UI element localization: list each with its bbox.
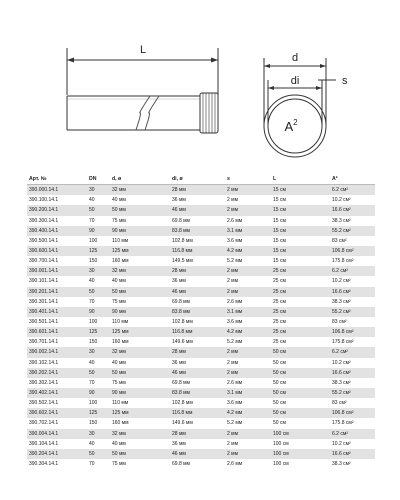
cell-s: 3.6 мм	[227, 318, 243, 325]
cell-l: 100 см	[273, 430, 289, 437]
table-row	[27, 195, 375, 205]
cell-article: 390.301.14.1	[29, 298, 59, 305]
label-d: d	[291, 52, 299, 64]
cell-d: 40 мм	[112, 197, 126, 204]
cell-dn: 90	[89, 227, 95, 234]
table-row	[27, 185, 375, 195]
cell-d: 90 мм	[112, 227, 126, 234]
cell-area: 6.2 см²	[332, 268, 348, 275]
cell-article: 390.101.14.1	[29, 278, 59, 285]
pipe-technical-drawing	[0, 0, 400, 175]
cell-article: 390.601.14.1	[29, 329, 59, 336]
cell-di: 46 мм	[172, 207, 186, 214]
cell-l: 25 см	[273, 298, 286, 305]
cell-dn: 125	[89, 247, 98, 254]
cell-d: 125 мм	[112, 329, 129, 336]
cell-article: 390.402.14.1	[29, 389, 59, 396]
table-row	[27, 327, 375, 337]
cell-dn: 50	[89, 369, 95, 376]
header-s: s	[227, 176, 230, 182]
cell-s: 4.2 мм	[227, 329, 243, 336]
cell-article: 390.100.14.1	[29, 197, 59, 204]
cell-article: 390.004.14.1	[29, 430, 59, 437]
cell-article: 390.302.14.1	[29, 379, 59, 386]
table-row	[27, 226, 375, 236]
table-row	[27, 449, 375, 459]
cell-l: 15 см	[273, 197, 286, 204]
cell-area: 83 см²	[332, 318, 347, 325]
cell-d: 160 мм	[112, 420, 129, 427]
table-row	[27, 408, 375, 418]
cell-s: 3.1 мм	[227, 308, 243, 315]
cell-d: 50 мм	[112, 369, 126, 376]
cell-l: 25 см	[273, 288, 286, 295]
cell-l: 50 см	[273, 369, 286, 376]
cell-area: 10.2 см²	[332, 359, 351, 366]
cell-s: 2 мм	[227, 268, 239, 275]
cell-l: 15 см	[273, 258, 286, 265]
cell-l: 100 см	[273, 460, 289, 467]
cell-d: 75 мм	[112, 460, 126, 467]
cell-l: 50 см	[273, 400, 286, 407]
cell-dn: 150	[89, 258, 98, 265]
cell-s: 2 мм	[227, 207, 239, 214]
cell-d: 110 мм	[112, 400, 129, 407]
cell-di: 83.8 мм	[172, 227, 190, 234]
cell-s: 2 мм	[227, 440, 239, 447]
cell-s: 2.6 мм	[227, 217, 243, 224]
cell-d: 32 мм	[112, 349, 126, 356]
cell-di: 149.6 мм	[172, 420, 193, 427]
cell-area: 55.2 см²	[332, 227, 351, 234]
cell-s: 2 мм	[227, 430, 239, 437]
cell-area: 38.3 см²	[332, 217, 351, 224]
cell-area: 38.3 см²	[332, 379, 351, 386]
cell-s: 4.2 мм	[227, 247, 243, 254]
cell-di: 46 мм	[172, 369, 186, 376]
cell-article: 390.201.14.1	[29, 288, 59, 295]
cell-dn: 30	[89, 187, 95, 194]
cell-s: 5.2 мм	[227, 420, 243, 427]
cell-dn: 100	[89, 400, 98, 407]
cell-dn: 150	[89, 339, 98, 346]
cell-area: 10.2 см²	[332, 197, 351, 204]
cell-article: 390.502.14.1	[29, 400, 59, 407]
cell-d: 160 мм	[112, 339, 129, 346]
table-row	[27, 368, 375, 378]
cell-l: 25 см	[273, 329, 286, 336]
cell-s: 5.2 мм	[227, 258, 243, 265]
cell-dn: 30	[89, 349, 95, 356]
header-article: Арт. №	[29, 176, 47, 182]
arrow-right	[211, 58, 218, 63]
cell-dn: 100	[89, 318, 98, 325]
cell-article: 390.501.14.1	[29, 318, 59, 325]
cell-dn: 90	[89, 389, 95, 396]
cell-s: 2 мм	[227, 197, 239, 204]
cell-l: 50 см	[273, 349, 286, 356]
cell-article: 390.102.14.1	[29, 359, 59, 366]
label-L: L	[139, 44, 147, 56]
cell-s: 3.6 мм	[227, 237, 243, 244]
cell-area: 106.8 см²	[332, 329, 354, 336]
cell-dn: 70	[89, 217, 95, 224]
cell-d: 75 мм	[112, 379, 126, 386]
cell-dn: 30	[89, 268, 95, 275]
cell-d: 40 мм	[112, 440, 126, 447]
cell-l: 50 см	[273, 410, 286, 417]
cell-d: 75 мм	[112, 298, 126, 305]
cell-di: 149.5 мм	[172, 258, 193, 265]
cell-s: 2 мм	[227, 369, 239, 376]
cell-dn: 40	[89, 440, 95, 447]
cell-di: 116.8 мм	[172, 329, 193, 336]
cell-di: 36 мм	[172, 197, 186, 204]
cell-area: 106.8 см²	[332, 410, 354, 417]
cell-di: 116.8 мм	[172, 247, 193, 254]
cell-article: 390.602.14.1	[29, 410, 59, 417]
cell-di: 83.8 мм	[172, 389, 190, 396]
cell-d: 160 мм	[112, 258, 129, 265]
cell-article: 390.000.14.1	[29, 187, 59, 194]
table-header-row	[27, 174, 375, 185]
cell-d: 110 мм	[112, 237, 129, 244]
cell-d: 40 мм	[112, 278, 126, 285]
cell-s: 2 мм	[227, 359, 239, 366]
label-s: s	[342, 75, 348, 87]
cell-article: 390.300.14.1	[29, 217, 59, 224]
cell-d: 90 мм	[112, 308, 126, 315]
table-row	[27, 429, 375, 439]
cell-area: 175.8 см²	[332, 339, 354, 346]
cell-area: 16.6 см²	[332, 207, 351, 214]
cell-di: 28 мм	[172, 349, 186, 356]
cell-dn: 50	[89, 207, 95, 214]
cell-article: 390.401.14.1	[29, 308, 59, 315]
cell-d: 50 мм	[112, 288, 126, 295]
table-row	[27, 418, 375, 428]
cell-l: 15 см	[273, 187, 286, 194]
table-row	[27, 347, 375, 357]
cell-dn: 125	[89, 410, 98, 417]
cell-area: 55.2 см²	[332, 308, 351, 315]
cell-area: 10.2 см²	[332, 440, 351, 447]
cell-d: 75 мм	[112, 217, 126, 224]
label-area: $A^2$	[284, 118, 298, 134]
cell-dn: 90	[89, 308, 95, 315]
cell-article: 390.701.14.1	[29, 339, 59, 346]
pipe-spec-table	[27, 174, 375, 469]
cell-dn: 40	[89, 197, 95, 204]
table-row	[27, 337, 375, 347]
cell-d: 40 мм	[112, 359, 126, 366]
cell-article: 390.202.14.1	[29, 369, 59, 376]
header-d: d, ø	[112, 176, 122, 182]
cell-area: 106.8 см²	[332, 247, 354, 254]
cell-article: 390.104.14.1	[29, 440, 59, 447]
table-row	[27, 287, 375, 297]
cell-di: 69.8 мм	[172, 298, 190, 305]
cell-d: 125 мм	[112, 410, 129, 417]
table-row	[27, 256, 375, 266]
cell-di: 28 мм	[172, 187, 186, 194]
table-row	[27, 236, 375, 246]
cell-l: 25 см	[273, 339, 286, 346]
cell-article: 390.200.14.1	[29, 207, 59, 214]
cell-dn: 30	[89, 430, 95, 437]
table-row	[27, 358, 375, 368]
cell-article: 390.001.14.1	[29, 268, 59, 275]
cell-d: 50 мм	[112, 450, 126, 457]
cell-s: 3.6 мм	[227, 400, 243, 407]
cell-article: 390.700.14.1	[29, 258, 59, 265]
header-di: di, ø	[172, 176, 183, 182]
cell-s: 3.1 мм	[227, 389, 243, 396]
cell-dn: 50	[89, 450, 95, 457]
cell-article: 390.702.14.1	[29, 420, 59, 427]
cell-l: 25 см	[273, 318, 286, 325]
table-row	[27, 246, 375, 256]
table-row	[27, 378, 375, 388]
cell-area: 16.6 см²	[332, 369, 351, 376]
cell-l: 15 см	[273, 247, 286, 254]
cell-l: 100 см	[273, 440, 289, 447]
cell-di: 116.8 мм	[172, 410, 193, 417]
table-row	[27, 266, 375, 276]
cell-di: 69.8 мм	[172, 460, 190, 467]
cell-di: 102.8 мм	[172, 237, 193, 244]
cell-di: 102.8 мм	[172, 400, 193, 407]
cell-l: 50 см	[273, 389, 286, 396]
cell-di: 46 мм	[172, 288, 186, 295]
cell-s: 2 мм	[227, 288, 239, 295]
cell-l: 50 см	[273, 359, 286, 366]
cell-di: 28 мм	[172, 430, 186, 437]
cell-d: 90 мм	[112, 389, 126, 396]
cell-article: 390.204.14.1	[29, 450, 59, 457]
cell-dn: 100	[89, 237, 98, 244]
cell-area: 6.2 см²	[332, 187, 348, 194]
cell-l: 25 см	[273, 278, 286, 285]
header-l: L	[273, 176, 277, 182]
table-row	[27, 297, 375, 307]
cell-d: 32 мм	[112, 430, 126, 437]
cell-area: 175.8 см²	[332, 420, 354, 427]
cell-l: 15 см	[273, 227, 286, 234]
cell-s: 4.2 мм	[227, 410, 243, 417]
cell-l: 100 см	[273, 450, 289, 457]
cell-area: 16.6 см²	[332, 288, 351, 295]
cell-dn: 70	[89, 460, 95, 467]
cell-dn: 70	[89, 379, 95, 386]
cell-d: 50 мм	[112, 207, 126, 214]
cell-dn: 70	[89, 298, 95, 305]
cell-di: 83.8 мм	[172, 308, 190, 315]
cell-di: 46 мм	[172, 450, 186, 457]
cell-di: 36 мм	[172, 440, 186, 447]
table-row	[27, 388, 375, 398]
cell-s: 5.2 мм	[227, 339, 243, 346]
table-row	[27, 398, 375, 408]
cell-area: 55.2 см²	[332, 389, 351, 396]
cell-area: 83 см²	[332, 400, 347, 407]
cell-l: 25 см	[273, 308, 286, 315]
cell-area: 38.3 см²	[332, 298, 351, 305]
cell-dn: 150	[89, 420, 98, 427]
cell-area: 38.3 см²	[332, 460, 351, 467]
table-row	[27, 276, 375, 286]
cell-l: 15 см	[273, 217, 286, 224]
cell-article: 390.600.14.1	[29, 247, 59, 254]
cell-dn: 40	[89, 278, 95, 285]
table-row	[27, 459, 375, 469]
label-di: di	[290, 75, 300, 87]
table-row	[27, 216, 375, 226]
cell-dn: 125	[89, 329, 98, 336]
cell-s: 2 мм	[227, 278, 239, 285]
cell-di: 69.8 мм	[172, 379, 190, 386]
cell-s: 2.6 мм	[227, 379, 243, 386]
table-row	[27, 307, 375, 317]
cell-article: 390.500.14.1	[29, 237, 59, 244]
break-mark-1	[136, 96, 150, 130]
table-row	[27, 205, 375, 215]
header-area: A²	[332, 176, 338, 182]
table-row	[27, 439, 375, 449]
cell-di: 36 мм	[172, 278, 186, 285]
cell-di: 36 мм	[172, 359, 186, 366]
cell-di: 149.6 мм	[172, 339, 193, 346]
cell-article: 390.400.14.1	[29, 227, 59, 234]
cell-l: 15 см	[273, 237, 286, 244]
cell-article: 390.304.14.1	[29, 460, 59, 467]
cell-l: 15 см	[273, 207, 286, 214]
cell-s: 2.6 мм	[227, 460, 243, 467]
cell-s: 2 мм	[227, 187, 239, 194]
cell-l: 50 см	[273, 420, 286, 427]
table-body	[27, 185, 375, 469]
cell-dn: 50	[89, 288, 95, 295]
cell-area: 175.8 см²	[332, 258, 354, 265]
cell-s: 2 мм	[227, 450, 239, 457]
cell-area: 6.2 см²	[332, 430, 348, 437]
cell-dn: 40	[89, 359, 95, 366]
cell-di: 28 мм	[172, 268, 186, 275]
cell-article: 390.002.14.1	[29, 349, 59, 356]
cell-s: 2 мм	[227, 349, 239, 356]
cell-d: 125 мм	[112, 247, 129, 254]
cell-l: 25 см	[273, 268, 286, 275]
cell-area: 16.6 см²	[332, 450, 351, 457]
cell-s: 3.1 мм	[227, 227, 243, 234]
cell-di: 69.8 мм	[172, 217, 190, 224]
arrow-left	[67, 58, 74, 63]
cell-s: 2.6 мм	[227, 298, 243, 305]
cell-l: 50 см	[273, 379, 286, 386]
cell-area: 10.2 см²	[332, 278, 351, 285]
cell-area: 6.2 см²	[332, 349, 348, 356]
cell-d: 32 мм	[112, 268, 126, 275]
cell-d: 32 мм	[112, 187, 126, 194]
cell-area: 83 см²	[332, 237, 347, 244]
table-row	[27, 317, 375, 327]
cell-d: 110 мм	[112, 318, 129, 325]
header-dn: DN	[89, 176, 97, 182]
cell-di: 102.8 мм	[172, 318, 193, 325]
